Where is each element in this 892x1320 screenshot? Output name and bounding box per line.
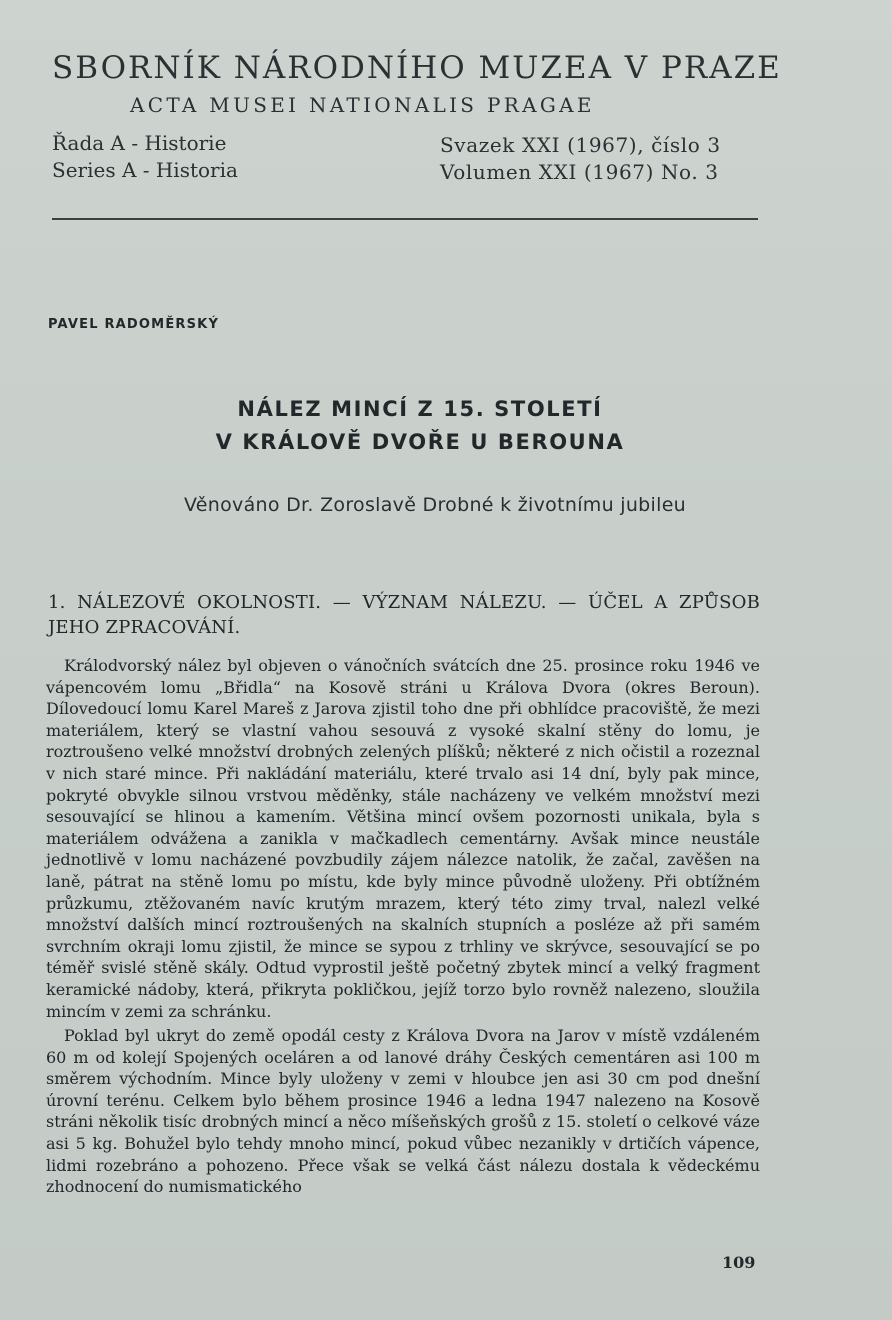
- journal-title: SBORNÍK NÁRODNÍHO MUZEA V PRAZE: [52, 50, 782, 86]
- section-heading: 1. NÁLEZOVÉ OKOLNOSTI. — VÝZNAM NÁLEZU. — ÚČEL A ZPŮSOB JEHO ZPRACOVÁNÍ.: [48, 592, 760, 638]
- volume-cz: Svazek XXI (1967), číslo 3: [440, 133, 721, 157]
- series-cz: Řada A - Historie: [52, 131, 227, 155]
- journal-subtitle: ACTA MUSEI NATIONALIS PRAGAE: [130, 93, 595, 117]
- article-title: [130, 393, 710, 459]
- paragraph: Králodvorský nález byl objeven o vánočních svátcích dne 25. prosince roku 1946 ve vápencovém lomu „Břidla“ na Kosově stráni u Králova Dvora (okres Beroun). Dílovedoucí lomu Karel Mareš z Jarova zjistil toho dne při obhlídce pracoviště, že mezi materiálem, který se vlastní vahou sesouvá z vysoké skalní stěny do lomu, je roztroušeno velké množství drobných zelených plíšků; některé z nich očistil a rozeznal v nich staré mince. Při nakládání materiálu, které trvalo asi 14 dní, byly pak mince, pokryté obvykle silnou vrstvou měděnky, stále nacházeny ve velkém množství mezi sesouvající se hlinou a kamením. Většina mincí ovšem pozornosti unikala, byla s materiálem odvážena a zanikla v mačkadlech cementárny. Avšak mince neustále jednotlivě v lomu nacházené povzbudily zájem nálezce natolik, že začal, zavěšen na laně, pátrat na stěně lomu po místu, kde byly mince původně uloženy. Při obtížném průzkumu, ztěžovaném navíc krutým mrazem, který této zimy trval, nalezl velké množství dalších mincí roztroušených na skalních stupních a posléze až při samém svrchním okraji lomu zjistil, že mince se sypou z trhliny ve skrývce, sesouvající se po téměř svislé stěně skály. Odtud vyprostil ještě početný zbytek mincí a velký fragment keramické nádoby, která, přikryta pokličkou, jejíž torzo bylo rovněž nalezeno, sloužila mincím v zemi za schránku.: [46, 656, 760, 1021]
- series-info: [52, 130, 238, 184]
- author-name: PAVEL RADOMĚRSKÝ: [48, 317, 220, 332]
- article-title-line-2: V KRÁLOVĚ DVOŘE U BEROUNA: [215, 430, 625, 454]
- header-divider: [52, 218, 758, 220]
- paragraph: Poklad byl ukryt do země opodál cesty z Králova Dvora na Jarov v místě vzdáleném 60 m od kolejí Spojených oceláren a od lanové dráhy Českých cementáren asi 100 m směrem východním. Mince byly uloženy v zemi v hloubce jen asi 30 cm pod dnešní úrovní terénu. Celkem bylo během prosince 1946 a ledna 1947 nalezeno na Kosově stráni několik tisíc drobných mincí a něco míšeňských grošů z 15. století o celkové váze asi 5 kg. Bohužel bylo tehdy mnoho mincí, pokud vůbec nezanikly v drtičích vápence, lidmi rozebráno a pohozeno. Přece však se velká část nálezu dostala k vědeckému zhodnocení do numismatického: [46, 1026, 760, 1197]
- article-body: [46, 655, 760, 1198]
- volume-info: [440, 132, 758, 186]
- volume-la: Volumen XXI (1967) No. 3: [440, 160, 719, 184]
- series-la: Series A - Historia: [52, 158, 238, 182]
- page-number: 109: [722, 1253, 756, 1272]
- article-title-line-1: NÁLEZ MINCÍ Z 15. STOLETÍ: [237, 397, 603, 421]
- dedication: Věnováno Dr. Zoroslavě Drobné k životnímu jubileu: [183, 494, 687, 516]
